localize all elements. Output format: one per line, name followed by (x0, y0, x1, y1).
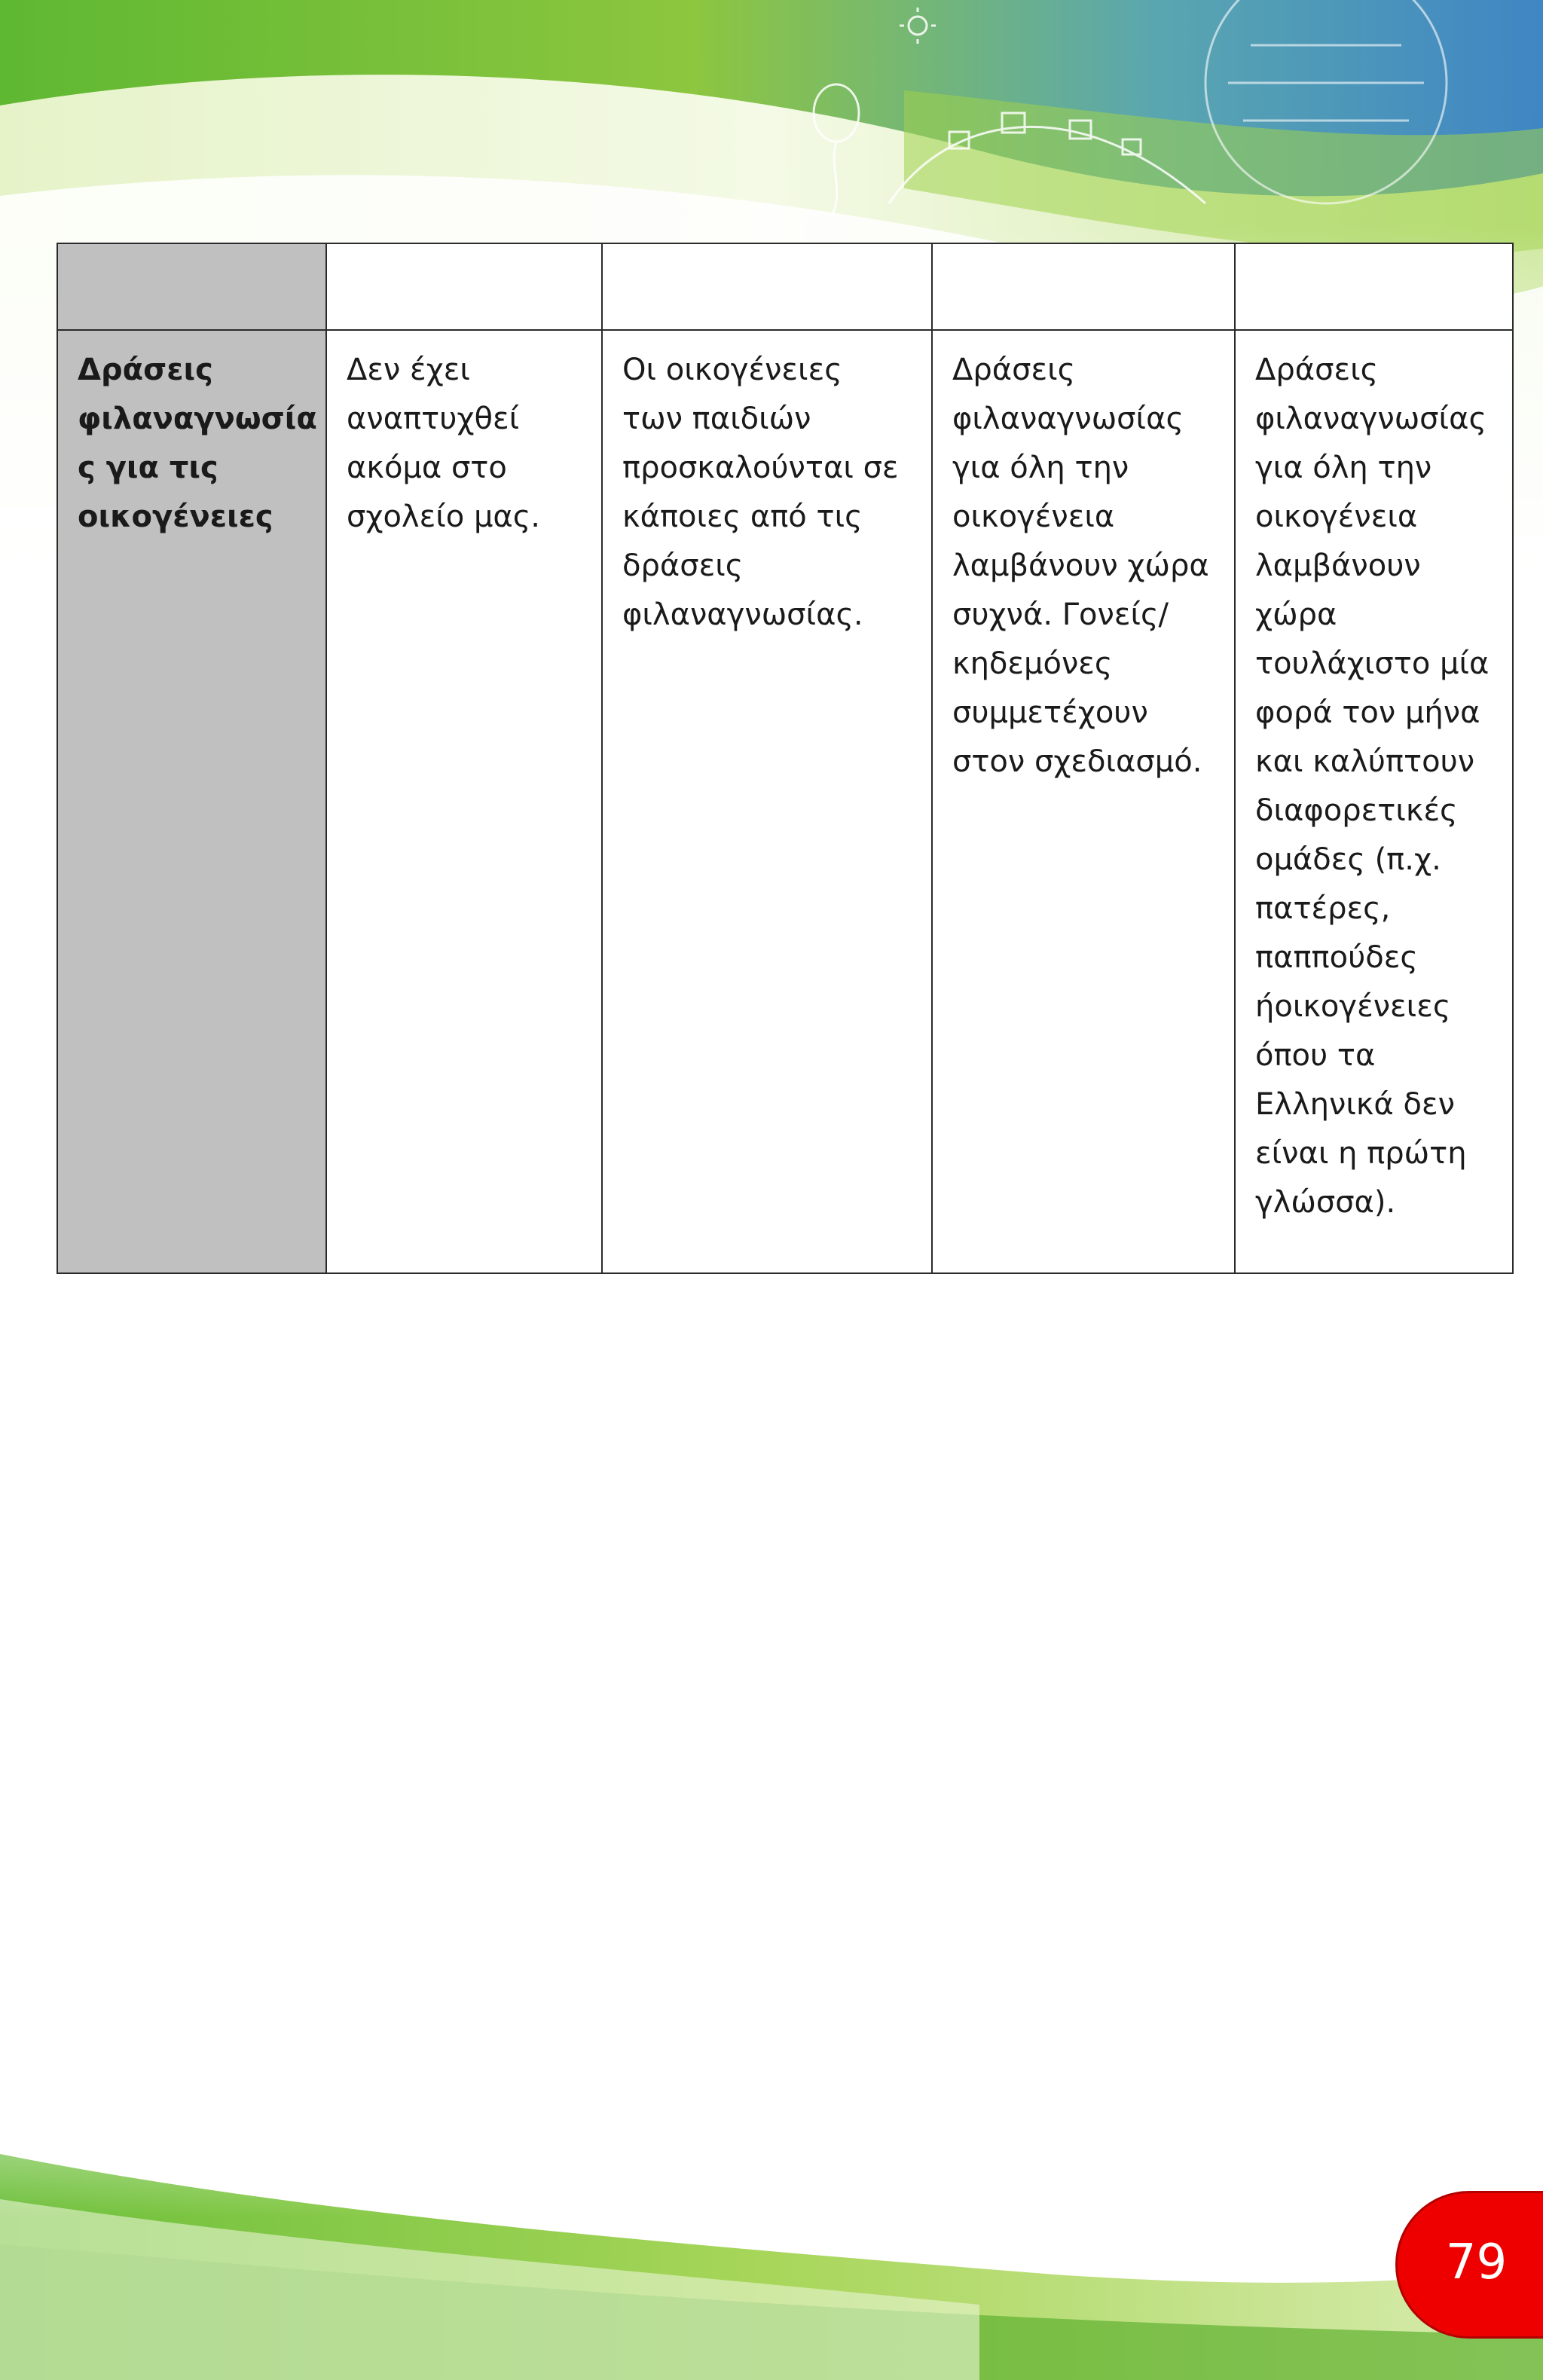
header-cell-level-1 (326, 243, 602, 330)
rubric-table (57, 243, 1514, 1274)
row-label-cell: Δράσεις φιλαναγνωσία ς για τις οικογένειες (57, 330, 326, 1273)
header-cell-label (57, 243, 326, 330)
table-header-row (57, 243, 1513, 330)
header-cell-level-3 (932, 243, 1235, 330)
level-3-cell: Δράσεις φιλαναγνωσίας για όλη την οικογένεια λαμβάνουν χώρα συχνά. Γονείς/κηδεμόνες συμμετέχουν στον σχεδιασμό. (932, 330, 1235, 1273)
level-1-cell: Δεν έχει αναπτυχθεί ακόμα στο σχολείο μας. (326, 330, 602, 1273)
table-row (57, 330, 1513, 1273)
level-2-cell: Οι οικογένειες των παιδιών προσκαλούνται σε κάποιες από τις δράσεις φιλαναγνωσίας. (602, 330, 932, 1273)
header-cell-level-2 (602, 243, 932, 330)
header-cell-level-4 (1235, 243, 1513, 330)
page-number: 79 (1445, 2235, 1508, 2290)
footer-background (0, 2018, 1543, 2380)
level-4-cell: Δράσεις φιλαναγνωσίας για όλη την οικογένεια λαμβάνουν χώρα τουλάχιστο μία φορά τον μήνα και καλύπτουν διαφορετικές ομάδες (π.χ. πατέρες, παππούδες ήοικογένειες όπου τα Ελληνικά δεν είναι η πρώτη γλώσσα). (1235, 330, 1513, 1273)
